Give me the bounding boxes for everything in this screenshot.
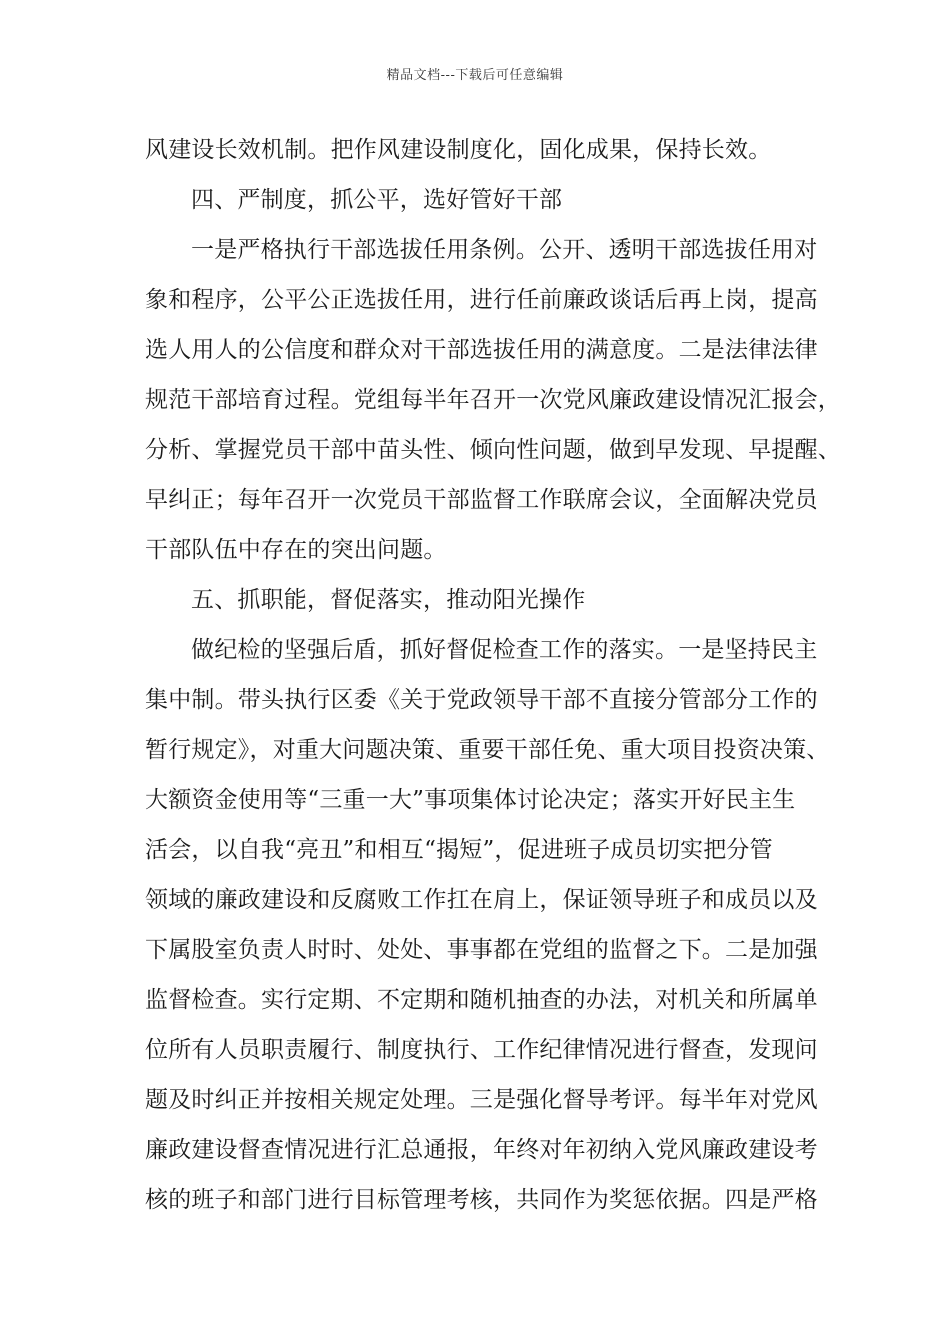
text-line: 廉政建设督查情况进行汇总通报，年终对年初纳入党风廉政建设考: [145, 1137, 818, 1163]
text-line: 领域的廉政建设和反腐败工作扛在肩上，保证领导班子和成员以及: [145, 887, 818, 913]
text-line: 做纪检的坚强后盾，抓好督促检查工作的落实。一是坚持民主: [191, 637, 818, 663]
text-line: 干部队伍中存在的突出问题。: [145, 537, 447, 563]
text-line: 五、抓职能，督促落实，推动阳光操作: [191, 587, 586, 613]
text-line: 题及时纠正并按相关规定处理。三是强化督导考评。每半年对党风: [145, 1087, 818, 1113]
page-header: 精品文档---下载后可任意编辑: [386, 68, 564, 83]
text-line: 四、严制度，抓公平，选好管好干部: [191, 187, 563, 213]
text-line: 规范干部培育过程。党组每半年召开一次党风廉政建设情况汇报会，: [145, 387, 841, 413]
text-line: 核的班子和部门进行目标管理考核，共同作为奖惩依据。四是严格: [145, 1187, 818, 1213]
text-line: 象和程序，公平公正选拔任用，进行任前廉政谈话后再上岗，提高: [145, 287, 818, 313]
text-line: 早纠正；每年召开一次党员干部监督工作联席会议，全面解决党员: [145, 487, 818, 513]
text-line: 选人用人的公信度和群众对干部选拔任用的满意度。二是法律法律: [145, 337, 818, 363]
text-line: 位所有人员职责履行、制度执行、工作纪律情况进行督查，发现问: [145, 1037, 818, 1063]
text-line: 风建设长效机制。把作风建设制度化，固化成果，保持长效。: [145, 137, 772, 163]
text-line: 集中制。带头执行区委《关于党政领导干部不直接分管部分工作的: [145, 687, 818, 713]
text-line: 一是严格执行干部选拔任用条例。公开、透明干部选拔任用对: [191, 237, 818, 263]
text-line: 分析、掌握党员干部中苗头性、倾向性问题，做到早发现、早提醒、: [145, 437, 841, 463]
text-line: 活会，以自我“亮丑”和相互“揭短”，促进班子成员切实把分管: [145, 837, 773, 863]
text-line: 暂行规定》，对重大问题决策、重要干部任免、重大项目投资决策、: [145, 737, 830, 763]
document-body: [145, 125, 841, 1225]
text-line: 下属股室负责人时时、处处、事事都在党组的监督之下。二是加强: [145, 937, 818, 963]
text-line: 大额资金使用等“三重一大”事项集体讨论决定；落实开好民主生: [145, 787, 796, 813]
text-line: 监督检查。实行定期、不定期和随机抽查的办法，对机关和所属单: [145, 987, 818, 1013]
